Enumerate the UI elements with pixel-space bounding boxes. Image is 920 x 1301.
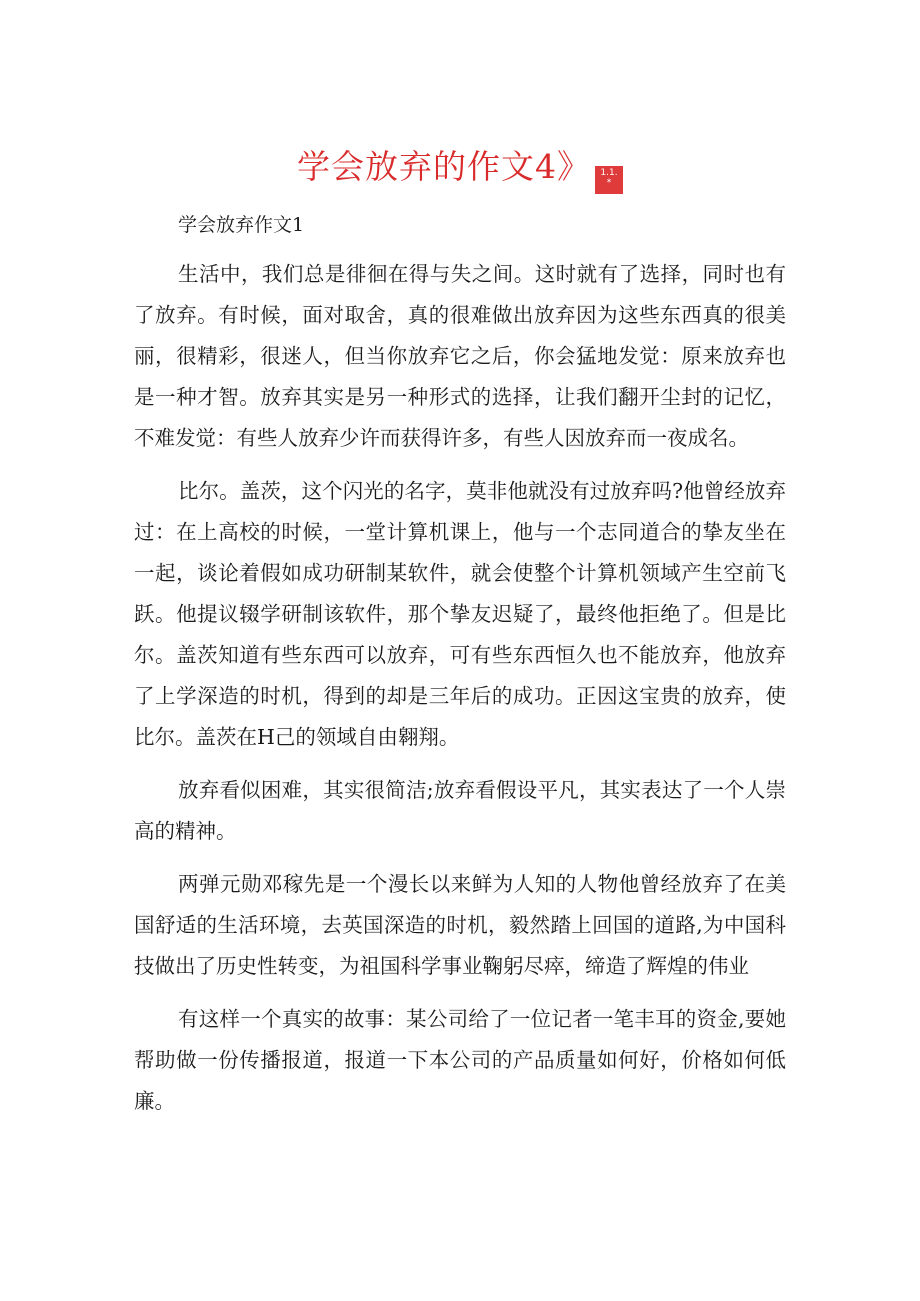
paragraph: 生活中，我们总是徘徊在得与失之间。这时就有了选择，同时也有了放弃。有时候，面对取舍，真的很难做出放弃因为这些东西真的很美丽，很精彩，很迷人，但当你放弃它之后，你会猛地发觉：原来放弃也是一种才智。放弃其实是另一种形式的选择，让我们翻开尘封的记忆，不难发觉：有些人放弃少许而获得许多，有些人因放弃而一夜成名。: [134, 262, 786, 450]
red-badge-icon: 1.1. *: [595, 166, 623, 194]
paragraph: 有这样一个真实的故事：某公司给了一位记者一笔丰耳的资金,要她帮助做一份传播报道，报道一下本公司的产品质量如何好，价格如何低廉。: [134, 1007, 786, 1113]
title-row: [0, 140, 920, 194]
essay-body: [134, 254, 786, 1134]
paragraph: 放弃看似困难，其实很简洁;放弃看假设平凡，其实表达了一个人崇高的精神。: [134, 778, 786, 843]
paragraph: 比尔。盖茨，这个闪光的名字，莫非他就没有过放弃吗?他曾经放弃过：在上高校的时候，一堂计算机课上，他与一个志同道合的挚友坐在一起，谈论着假如成功研制某软件，就会使整个计算机领域产生空前飞跃。他提议辍学研制该软件，那个挚友迟疑了，最终他拒绝了。但是比尔。盖茨知道有些东西可以放弃，可有些东西恒久也不能放弃，他放弃了上学深造的时机，得到的却是三年后的成功。正因这宝贵的放弃，使比尔。盖茨在H己的领域自由翱翔。: [134, 479, 786, 749]
paragraph: 两弹元勋邓稼先是一个漫长以来鲜为人知的人物他曾经放弃了在美国舒适的生活环境，去英国深造的时机，毅然踏上回国的道路,为中国科技做出了历史性转变，为祖国科学事业鞠躬尽瘁，缔造了辉煌的伟业: [134, 872, 786, 978]
essay-subtitle: 学会放弃作文1: [178, 214, 305, 236]
document-title: 学会放弃的作文4》: [297, 147, 591, 186]
